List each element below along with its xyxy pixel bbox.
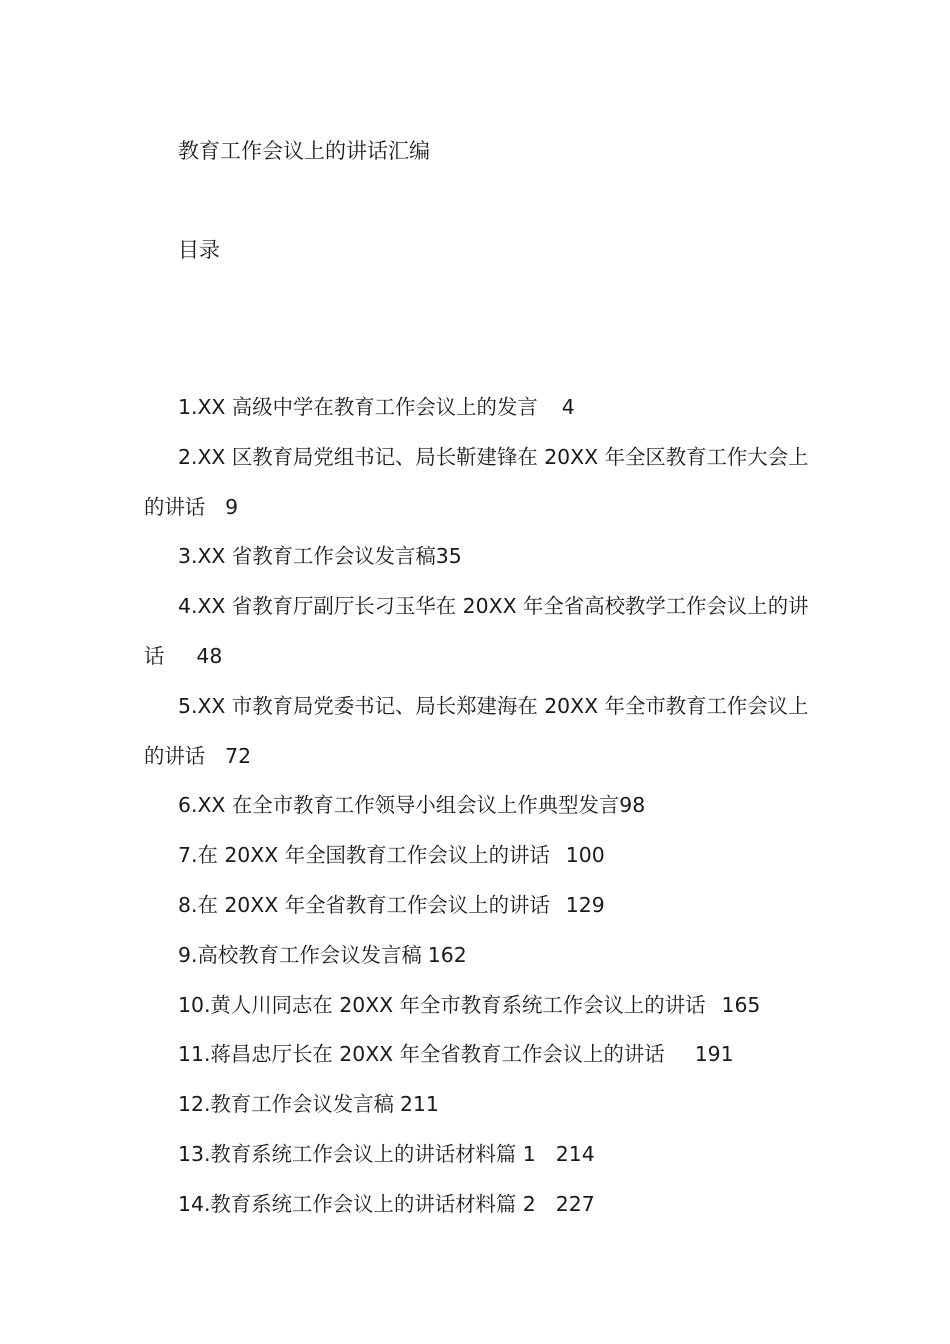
toc-entry-page: 9: [225, 494, 239, 519]
toc-entry[interactable]: [144, 981, 814, 1031]
toc-entry-title: 14.教育系统工作会议上的讲话材料篇 2: [178, 1191, 536, 1216]
document-title: 教育工作会议上的讲话汇编: [178, 139, 430, 163]
toc-entry-title: 4.XX 省教育厅副厅长刁玉华在 20XX 年全省高校教学工作会议上的讲话: [144, 594, 809, 668]
toc-entry[interactable]: [144, 433, 814, 533]
toc-entry-title: 9.高校教育工作会议发言稿: [178, 942, 422, 967]
toc-entry-page: 129: [565, 892, 605, 917]
toc-entry[interactable]: [144, 931, 814, 981]
toc-entry[interactable]: [144, 532, 814, 582]
toc-entry[interactable]: [144, 682, 814, 782]
toc-entry[interactable]: [144, 781, 814, 831]
toc-entry[interactable]: [144, 1080, 814, 1130]
toc-entry-title: 3.XX 省教育工作会议发言稿: [178, 544, 436, 569]
toc-entry[interactable]: [144, 1180, 814, 1230]
toc-entry[interactable]: [144, 1130, 814, 1180]
toc-entry[interactable]: [144, 383, 814, 433]
toc-entry-page: 48: [196, 643, 223, 668]
toc-entry-title: 7.在 20XX 年全国教育工作会议上的讲话: [178, 843, 550, 868]
toc-entry-page: 162: [427, 942, 467, 967]
toc-entry-title: 2.XX 区教育局党组书记、局长靳建锋在 20XX 年全区教育工作大会上的讲话: [144, 444, 809, 519]
toc-entry-title: 11.蒋昌忠厅长在 20XX 年全省教育工作会议上的讲话: [178, 1042, 665, 1067]
toc-entry-page: 72: [225, 743, 252, 768]
toc-entry-page: 227: [555, 1191, 595, 1216]
toc-entry-page: 100: [565, 843, 605, 868]
toc-entry-title: 12.教育工作会议发言稿: [178, 1092, 394, 1117]
toc-entry[interactable]: [144, 1030, 814, 1080]
toc-entry[interactable]: [144, 582, 814, 682]
toc-heading: 目录: [178, 238, 220, 262]
toc-entry-page: 4: [561, 395, 575, 419]
toc-entry-title: 5.XX 市教育局党委书记、局长郑建海在 20XX 年全市教育工作会议上的讲话: [144, 693, 809, 768]
toc-entry[interactable]: [144, 881, 814, 931]
toc-entry-page: 211: [399, 1092, 439, 1117]
toc-entry-page: 98: [619, 793, 646, 818]
toc-entry-page: 191: [694, 1042, 734, 1067]
toc-entry-title: 1.XX 高级中学在教育工作会议上的发言: [178, 395, 538, 419]
toc-entry-page: 165: [721, 992, 761, 1017]
toc-entry-page: 214: [555, 1141, 595, 1166]
toc-entry-page: 35: [435, 544, 462, 569]
toc-entry-title: 13.教育系统工作会议上的讲话材料篇 1: [178, 1141, 536, 1166]
table-of-contents: [144, 383, 814, 1230]
toc-entry[interactable]: [144, 831, 814, 881]
toc-entry-title: 8.在 20XX 年全省教育工作会议上的讲话: [178, 892, 550, 917]
toc-entry-title: 6.XX 在全市教育工作领导小组会议上作典型发言: [178, 793, 620, 818]
toc-entry-title: 10.黄人川同志在 20XX 年全市教育系统工作会议上的讲话: [178, 992, 706, 1017]
